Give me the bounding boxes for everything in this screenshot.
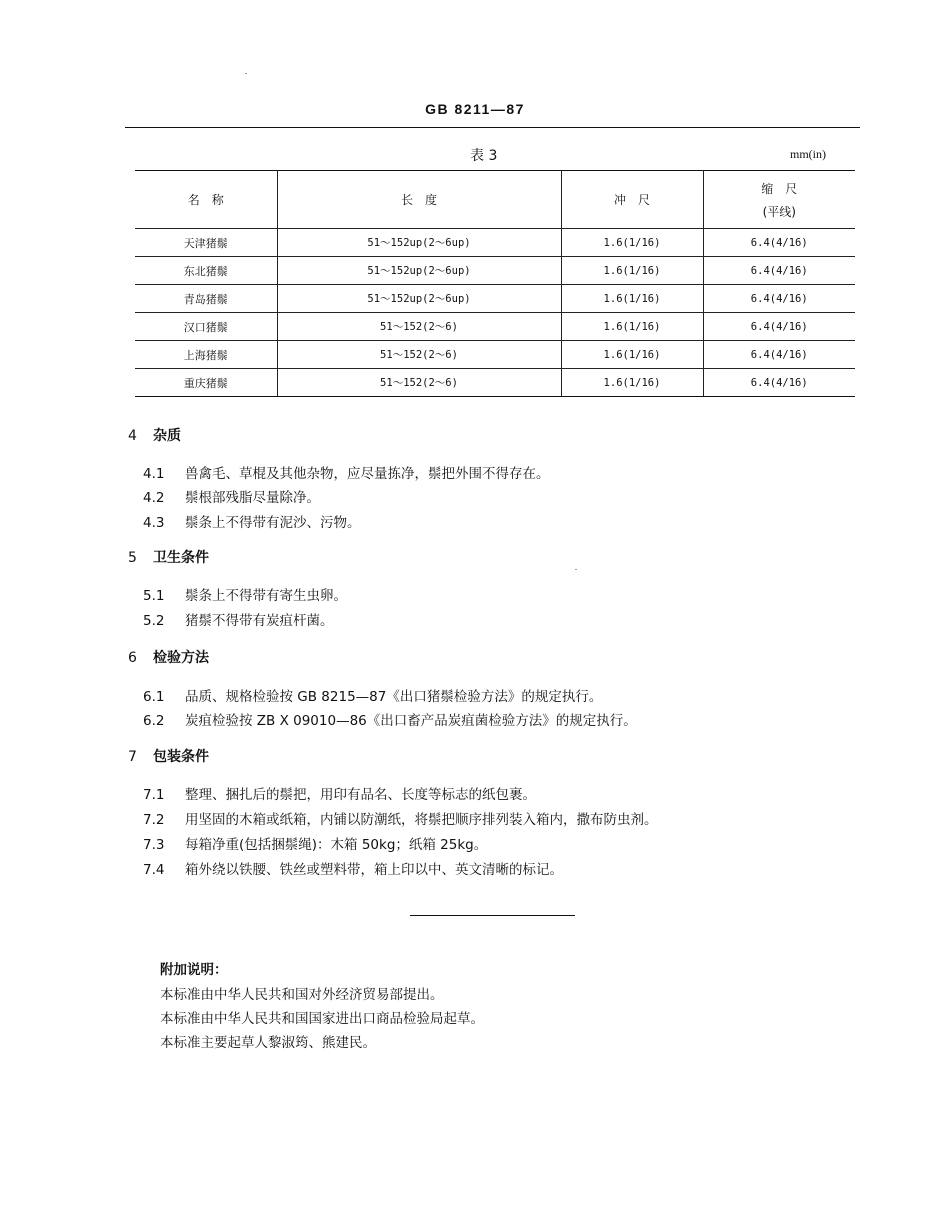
table-row bbox=[135, 285, 855, 313]
clause bbox=[143, 609, 334, 629]
section-title: 卫生条件 bbox=[153, 550, 209, 566]
section-number: 4 bbox=[128, 428, 137, 444]
cell-length: 51～152up(2～6up) bbox=[277, 229, 561, 257]
clause bbox=[143, 462, 550, 482]
cell-suo: 6.4(4/16) bbox=[703, 257, 855, 285]
clause-number: 4.3 bbox=[143, 515, 165, 531]
cell-length: 51～152(2～6) bbox=[277, 369, 561, 397]
clause bbox=[143, 685, 602, 705]
clause-number: 4.1 bbox=[143, 466, 165, 482]
clause-text: 箱外绕以铁腰、铁丝或塑料带，箱上印以中、英文清晰的标记。 bbox=[185, 862, 563, 878]
clause-number: 6.1 bbox=[143, 689, 165, 705]
clause-text: 整理、捆扎后的鬃把，用印有品名、长度等标志的纸包裹。 bbox=[185, 787, 536, 803]
cell-chong: 1.6(1/16) bbox=[561, 257, 703, 285]
col-header-name: 名 称 bbox=[135, 171, 277, 229]
col-header-suo-line1: 缩 尺 bbox=[761, 181, 798, 196]
table-row bbox=[135, 257, 855, 285]
table-title: 表 3 bbox=[470, 148, 498, 164]
notes-title: 附加说明： bbox=[160, 962, 228, 978]
cell-length: 51～152up(2～6up) bbox=[277, 257, 561, 285]
clause-number: 7.2 bbox=[143, 812, 165, 828]
cell-suo: 6.4(4/16) bbox=[703, 369, 855, 397]
scan-speck bbox=[245, 73, 247, 74]
clause-text: 兽禽毛、草棍及其他杂物，应尽量拣净，鬃把外围不得存在。 bbox=[185, 466, 550, 482]
clause bbox=[143, 486, 320, 506]
clause-text: 每箱净重(包括捆鬃绳)：木箱 50kg；纸箱 25kg。 bbox=[185, 837, 488, 853]
cell-name: 青岛猪鬃 bbox=[135, 285, 277, 313]
cell-chong: 1.6(1/16) bbox=[561, 369, 703, 397]
spec-table bbox=[135, 170, 855, 397]
clause-text: 鬃条上不得带有寄生虫卵。 bbox=[185, 588, 347, 604]
section-heading bbox=[128, 547, 209, 567]
cell-suo: 6.4(4/16) bbox=[703, 341, 855, 369]
cell-suo: 6.4(4/16) bbox=[703, 313, 855, 341]
header-rule bbox=[125, 127, 860, 128]
scan-speck bbox=[575, 569, 577, 570]
cell-chong: 1.6(1/16) bbox=[561, 285, 703, 313]
notes-line: 本标准主要起草人黎淑筠、熊建民。 bbox=[160, 1035, 376, 1051]
notes-line: 本标准由中华人民共和国对外经济贸易部提出。 bbox=[160, 987, 444, 1003]
table-unit: mm(in) bbox=[790, 147, 826, 161]
notes-line: 本标准由中华人民共和国国家进出口商品检验局起草。 bbox=[160, 1011, 484, 1027]
section-number: 7 bbox=[128, 749, 137, 765]
cell-name: 上海猪鬃 bbox=[135, 341, 277, 369]
cell-name: 天津猪鬃 bbox=[135, 229, 277, 257]
clause bbox=[143, 783, 536, 803]
clause bbox=[143, 833, 487, 853]
cell-length: 51～152(2～6) bbox=[277, 341, 561, 369]
cell-chong: 1.6(1/16) bbox=[561, 341, 703, 369]
table-row bbox=[135, 369, 855, 397]
col-header-suo bbox=[703, 171, 855, 229]
clause-text: 猪鬃不得带有炭疽杆菌。 bbox=[185, 613, 334, 629]
section-number: 6 bbox=[128, 650, 137, 666]
standard-code: GB 8211—87 bbox=[425, 101, 525, 117]
cell-name: 东北猪鬃 bbox=[135, 257, 277, 285]
clause-number: 7.1 bbox=[143, 787, 165, 803]
cell-chong: 1.6(1/16) bbox=[561, 313, 703, 341]
col-header-chong: 冲 尺 bbox=[561, 171, 703, 229]
clause bbox=[143, 511, 361, 531]
cell-length: 51～152(2～6) bbox=[277, 313, 561, 341]
clause-number: 5.2 bbox=[143, 613, 165, 629]
clause bbox=[143, 858, 563, 878]
clause bbox=[143, 709, 637, 729]
clause-number: 7.4 bbox=[143, 862, 165, 878]
clause bbox=[143, 808, 658, 828]
col-header-suo-line2: (平线) bbox=[762, 204, 796, 219]
clause-text: 炭疽检验按 ZB X 09010—86《出口畜产品炭疽菌检验方法》的规定执行。 bbox=[185, 713, 637, 729]
clause bbox=[143, 584, 347, 604]
cell-suo: 6.4(4/16) bbox=[703, 229, 855, 257]
section-title: 检验方法 bbox=[153, 650, 209, 666]
section-heading bbox=[128, 425, 181, 445]
clause-text: 品质、规格检验按 GB 8215—87《出口猪鬃检验方法》的规定执行。 bbox=[185, 689, 603, 705]
clause-number: 5.1 bbox=[143, 588, 165, 604]
clause-text: 用坚固的木箱或纸箱，内铺以防潮纸，将鬃把顺序排列装入箱内，撒布防虫剂。 bbox=[185, 812, 658, 828]
table-row bbox=[135, 313, 855, 341]
end-rule bbox=[410, 915, 575, 916]
cell-name: 汉口猪鬃 bbox=[135, 313, 277, 341]
section-title: 杂质 bbox=[153, 428, 181, 444]
section-title: 包装条件 bbox=[153, 749, 209, 765]
table-header-row bbox=[135, 171, 855, 229]
clause-text: 鬃条上不得带有泥沙、污物。 bbox=[185, 515, 361, 531]
table-row bbox=[135, 229, 855, 257]
table-row bbox=[135, 341, 855, 369]
col-header-length: 长 度 bbox=[277, 171, 561, 229]
section-number: 5 bbox=[128, 550, 137, 566]
clause-number: 6.2 bbox=[143, 713, 165, 729]
cell-chong: 1.6(1/16) bbox=[561, 229, 703, 257]
section-heading bbox=[128, 746, 209, 766]
clause-number: 4.2 bbox=[143, 490, 165, 506]
section-heading bbox=[128, 647, 209, 667]
cell-suo: 6.4(4/16) bbox=[703, 285, 855, 313]
clause-number: 7.3 bbox=[143, 837, 165, 853]
cell-name: 重庆猪鬃 bbox=[135, 369, 277, 397]
clause-text: 鬃根部残脂尽量除净。 bbox=[185, 490, 320, 506]
cell-length: 51～152up(2～6up) bbox=[277, 285, 561, 313]
